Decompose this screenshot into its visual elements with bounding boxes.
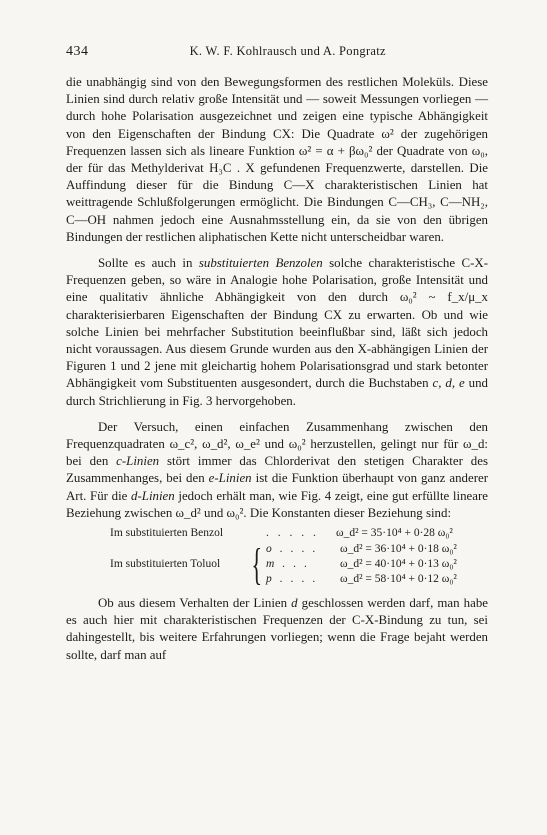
formula-label: Im substituierten Benzol <box>110 527 224 540</box>
formula-benzol: Im substituierten Benzol . . . . . ω_d² = 35·10⁴ + 0·28 ω₀² <box>66 526 488 541</box>
formula-block <box>66 526 488 587</box>
paragraph-4: Ob aus diesem Verhalten der Linien d geschlossen werden darf, man habe es auch hier mit charakteristischen Frequenzen der C-X-Bindung zu tun, sei dahingestellt, bis weitere Erfahrungen vorliegen; wenn die Frage bejaht werden sollte, darf man auf <box>66 596 488 662</box>
formula-row: o . . . . ω_d² = 36·10⁴ + 0·18 ω₀² <box>266 543 457 556</box>
letters-cde: c, d, e <box>432 376 465 391</box>
paragraph-2: Sollte es auch in substituierten Benzolen solche charakteristische C-X-Frequenzen geben, so wäre in Analogie hohe Polarisation, große Intensität und eine qualitativ ähnliche Abhängigkeit von den durch ω₀² ~ f_x/μ_x charakterisierbaren Eigenschaften der Bindung CX zu erwarten. Ob und wie solche Linien bei mehrfacher Substitution beeinflußbar sind, läßt sich jedoch nicht voraussagen. Aus diesem Grunde wurden aus den X-abhängigen Linien der Figuren 1 und 2 jene mit gleichartig hohem Polarisationsgrad und stark betonter Abhängigkeit vom Substituenten ausgesondert, durch die Buchstaben c, d, e und durch Strichlierung in Fig. 3 hervorgehoben. <box>66 256 489 408</box>
emphasis-benzolen: substituierten Benzolen <box>198 256 323 271</box>
running-head: K. W. F. Kohlrausch und A. Pongratz <box>189 44 386 58</box>
paragraph-1: die unabhängig sind von den Bewegungsformen des restlichen Moleküls. Diese Linien sind durch relativ große Intensität und — soweit Messungen vorliegen — durch hohe Polarisation ausgezeichnet und zeigen eine typische Abhängigkeit von den Eigenschaften der Bindung CX: Die Quadrate ω² der zugehörigen Frequenzen lassen sich als lineare Funktion ω² = α + βω₀² der Quadrate von ω₀, der für das Methylderivat H₃C . X gefundenen Frequenzwerte, darstellen. Die Auffindung dieser für die Bindung C—X charakteristischen Linien hat weittragende Schlußfolgerungen ermöglicht. Die Bindungen C—CH₃, C—NH₂, C—OH nahmen jedoch eine Ausnahmsstellung ein, da sie von den übrigen Bindungen der restlichen aliphatischen Kette nicht unterscheidbar waren. <box>66 75 488 244</box>
formula-row: m . . . ω_d² = 40·10⁴ + 0·13 ω₀² <box>266 558 457 571</box>
formula-toluol <box>66 539 488 589</box>
page-header <box>66 44 487 60</box>
page-body <box>66 74 488 664</box>
brace-symbol: { <box>251 539 263 589</box>
formula-value: ω_d² = 35·10⁴ + 0·28 ω₀² <box>336 527 453 540</box>
paragraph-3: Der Versuch, einen einfachen Zusammenhang zwischen den Frequenzquadraten ω_c², ω_d², ω_e² und ω₀² herzustellen, gelingt nur für ω_d: bei den c-Linien stört immer das Chlorderivat den stetigen Charakter des Zusammenhanges, bei den e-Linien ist die Funktion überhaupt von ganz anderer Art. Für die d-Linien jedoch erhält man, wie Fig. 4 zeigt, eine gut erfüllte lineare Beziehung zwischen ω_d² und ω₀². Die Konstanten dieser Beziehung sind: <box>66 419 489 520</box>
formula-label: Im substituierten Toluol <box>110 558 221 571</box>
formula-row: p . . . . ω_d² = 58·10⁴ + 0·12 ω₀² <box>266 573 457 586</box>
page-number: 434 <box>66 44 89 59</box>
